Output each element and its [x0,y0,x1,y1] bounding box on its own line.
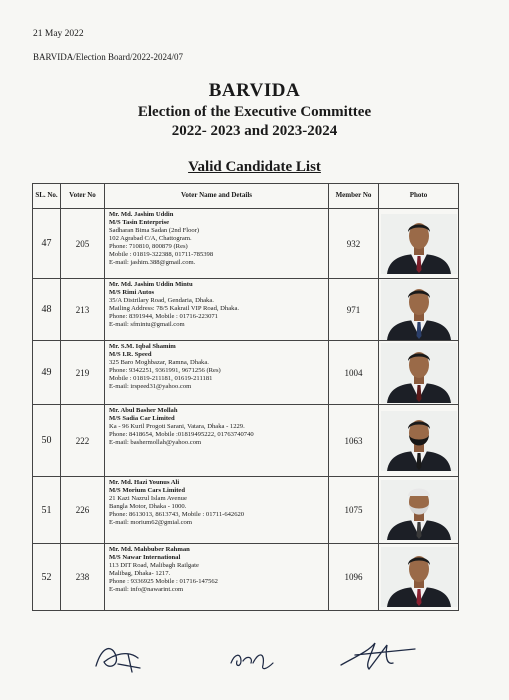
photo-cell [379,279,459,341]
serial-number: 50 [33,405,61,477]
voter-number: 213 [61,279,105,341]
signature-1 [88,640,158,678]
candidate-details [105,405,329,477]
contact-line: E-mail: bashermollah@yahoo.com [109,439,202,447]
contact-line: Phone : 9336925 Mobile : 01716-147562 [109,578,218,586]
contact-line: Phone: 710810, 800879 (Res) [109,243,188,251]
table-row [33,209,459,279]
document-date: 21 May 2022 [33,29,84,39]
candidate-name: Mr. Abul Basher Mollah [109,407,178,414]
candidate-name: Mr. Md. Jashim Uddin Mintu [109,281,193,288]
candidate-details [105,209,329,279]
contact-line: E-mail: info@nawarint.com [109,586,184,594]
voter-number: 219 [61,341,105,405]
candidate-photo [381,343,457,403]
contact-line: Phone: 9342251, 9361991, 9671256 (Res) [109,367,221,375]
table-row [33,477,459,544]
candidate-name: Mr. Md. Hazi Younus Ali [109,479,180,486]
serial-number: 51 [33,477,61,544]
contact-line: Sadharan Bima Sadan (2nd Floor) [109,227,200,235]
contact-line: 102 Agrabad C/A, Chattogram. [109,235,192,243]
voter-number: 222 [61,405,105,477]
column-header-sl: SL. No. [33,184,61,209]
contact-line: 113 DIT Road, Malibagh Railgate [109,562,199,570]
photo-cell [379,477,459,544]
contact-line: E-mail: irspeed31@yahoo.com [109,383,192,391]
photo-frame [381,214,457,274]
column-header-photo: Photo [379,184,459,209]
company-name: M/S Tasin Enterprise [109,219,170,227]
candidate-details [105,477,329,544]
candidate-photo [381,411,457,471]
candidate-details [105,544,329,611]
table-header-row [33,184,459,209]
photo-frame [381,480,457,540]
election-title: Election of the Executive Committee [137,104,372,120]
candidate-name: Mr. Md. Jashim Uddin [109,211,174,218]
contact-line: Phone: 8391944, Mobile : 01716-223071 [109,313,218,321]
voter-number: 238 [61,544,105,611]
company-name: M/S Rimi Autos [109,289,155,297]
contact-line: 21 Kazi Nazrul Islam Avenue [109,495,187,503]
serial-number: 48 [33,279,61,341]
candidate-details [105,279,329,341]
photo-cell [379,341,459,405]
column-header-details: Voter Name and Details [105,184,329,209]
photo-frame [381,411,457,471]
candidate-photo [381,280,457,340]
list-title: Valid Candidate List [188,159,321,175]
contact-line: E-mail: sfmintu@gmail.com [109,321,185,329]
column-header-voter-no: Voter No [61,184,105,209]
contact-line: Bangla Motor, Dhaka - 1000. [109,503,187,511]
company-name: M/S Sadia Car Limited [109,415,175,423]
candidate-photo [381,547,457,607]
contact-line: Mobile : 01819-211181, 01619-211181 [109,375,213,383]
voter-number: 226 [61,477,105,544]
photo-frame [381,280,457,340]
table-row [33,544,459,611]
candidate-photo [381,480,457,540]
contact-line: Phone: 8418654, Mobile :01819495222, 01763740740 [109,431,254,439]
member-number: 1004 [329,341,379,405]
company-name: M/S Nawar International [109,554,181,562]
serial-number: 52 [33,544,61,611]
table-row [33,279,459,341]
column-header-member-no: Member No [329,184,379,209]
candidate-name: Mr. Md. Mahbuber Rahman [109,546,190,553]
candidate-details [105,341,329,405]
photo-cell [379,544,459,611]
contact-line: Mobile : 01819-322388, 01711-785398 [109,251,214,259]
company-name: M/S Morium Cars Limited [109,487,186,495]
member-number: 971 [329,279,379,341]
photo-cell [379,405,459,477]
contact-line: 35/A Distrilary Road, Gendaria, Dhaka. [109,297,214,305]
signature-3 [335,635,420,675]
photo-cell [379,209,459,279]
contact-line: E-mail: morium62@gmial.com [109,519,192,527]
photo-frame [381,547,457,607]
signature-2 [225,645,280,675]
company-name: M/S I.R. Speed [109,351,152,359]
voter-number: 205 [61,209,105,279]
serial-number: 49 [33,341,61,405]
contact-line: Ka - 96 Kuril Progoti Sarani, Vatara, Dhaka - 1229. [109,423,245,431]
member-number: 1075 [329,477,379,544]
contact-line: 325 Baro Moghbazar, Ramna, Dhaka. [109,359,209,367]
member-number: 1096 [329,544,379,611]
candidate-table [32,183,459,611]
candidate-photo [381,214,457,274]
contact-line: E-mail: jashim.388@gmail.com. [109,259,196,267]
photo-frame [381,343,457,403]
member-number: 932 [329,209,379,279]
election-years: 2022- 2023 and 2023-2024 [171,123,338,139]
member-number: 1063 [329,405,379,477]
contact-line: Phone: 8613013, 8613743, Mobile : 01711-642620 [109,511,245,519]
table-row [33,341,459,405]
contact-line: Mailing Address: 78/5 Kakrail VIP Road, Dhaka. [109,305,240,313]
candidate-name: Mr. S.M. Iqbal Shamim [109,343,176,350]
serial-number: 47 [33,209,61,279]
contact-line: Malibag, Dhaka- 1217. [109,570,171,578]
organization-name: BARVIDA [208,80,301,101]
reference-number: BARVIDA/Election Board/2022-2024/07 [33,52,184,62]
table-row [33,405,459,477]
